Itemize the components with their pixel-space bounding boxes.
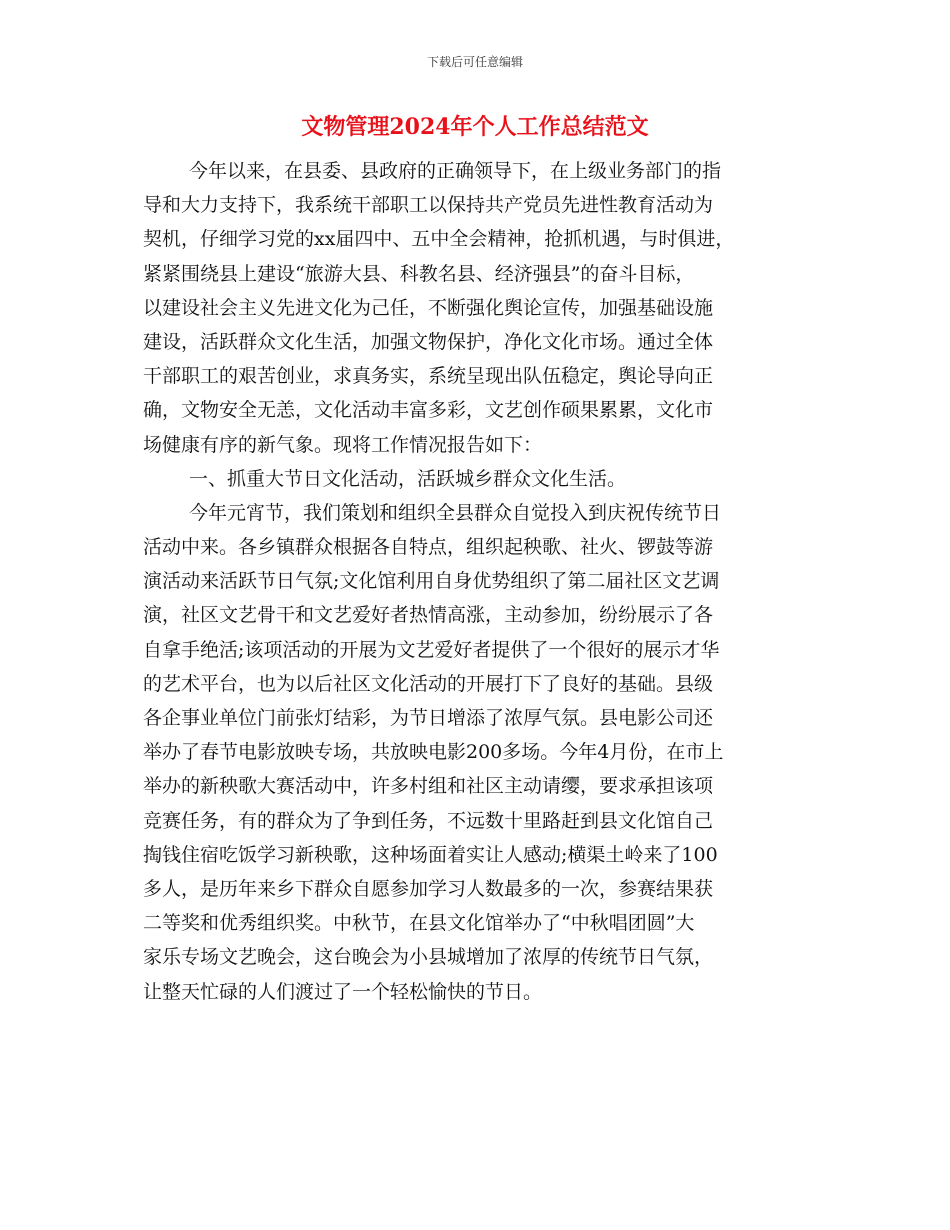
- text-line: 举办了春节电影放映专场，共放映电影200多场。今年4月份，在市上: [143, 741, 724, 764]
- text-line: 契机，仔细学习党的xx届四中、五中全会精神，抢抓机遇，与时俱进，: [143, 228, 735, 251]
- text-line: 紧紧围绕县上建设“旅游大县、科教名县、经济强县”的奋斗目标，: [143, 262, 695, 285]
- text-line: 建设，活跃群众文化生活，加强文物保护，净化文化市场。通过全体: [143, 330, 714, 353]
- text-line: 举办的新秧歌大赛活动中，许多村组和社区主动请缨，要求承担该项: [143, 775, 714, 798]
- paragraph-festival: [143, 496, 810, 1009]
- header-note: 下载后可任意编辑: [426, 55, 523, 69]
- text-line: 掏钱住宿吃饭学习新秧歌，这种场面着实让人感动;横渠土岭来了100: [143, 843, 718, 866]
- text-line: 场健康有序的新气象。现将工作情况报告如下：: [143, 433, 543, 456]
- text-line: 干部职工的艰苦创业，求真务实，系统呈现出队伍稳定，舆论导向正: [143, 365, 714, 388]
- document-title: 文物管理2024年个人工作总结范文: [301, 114, 649, 140]
- text-line: 以建设社会主义先进文化为己任，不断强化舆论宣传，加强基础设施: [143, 296, 714, 319]
- text-line: 的艺术平台，也为以后社区文化活动的开展打下了良好的基础。县级: [143, 672, 714, 695]
- document-body: [143, 154, 810, 1009]
- text-line: 演活动来活跃节日气氛;文化馆利用自身优势组织了第二届社区文艺调: [143, 570, 720, 593]
- paragraph-intro: [143, 154, 810, 462]
- section-heading: [143, 462, 810, 496]
- text-line: 各企事业单位门前张灯结彩，为节日增添了浓厚气氛。县电影公司还: [143, 707, 714, 729]
- text-line: 家乐专场文艺晚会，这台晚会为小县城增加了浓厚的传统节日气氛，: [143, 946, 714, 969]
- text-line: 演，社区文艺骨干和文艺爱好者热情高涨，主动参加，纷纷展示了各: [143, 604, 714, 627]
- text-line: 多人，是历年来乡下群众自愿参加学习人数最多的一次，参赛结果获: [143, 877, 714, 900]
- text-line: 活动中来。各乡镇群众根据各自特点，组织起秧歌、社火、锣鼓等游: [143, 536, 714, 559]
- text-line: 今年以来，在县委、县政府的正确领导下，在上级业务部门的指: [189, 160, 722, 182]
- text-line: 让整天忙碌的人们渡过了一个轻松愉快的节日。: [143, 980, 543, 1003]
- text-line: 竞赛任务，有的群众为了争到任务，不远数十里路赶到县文化馆自己: [143, 809, 714, 832]
- text-line: 二等奖和优秀组织奖。中秋节，在县文化馆举办了“中秋唱团圆”大: [143, 912, 695, 935]
- text-line: 今年元宵节，我们策划和组织全县群众自觉投入到庆祝传统节日: [189, 501, 722, 524]
- text-line: 自拿手绝活;该项活动的开展为文艺爱好者提供了一个很好的展示才华: [143, 638, 720, 661]
- text-line: 确，文物安全无恙，文化活动丰富多彩，文艺创作硕果累累，文化市: [143, 399, 714, 422]
- text-line: 导和大力支持下，我系统干部职工以保持共产党员先进性教育活动为: [143, 194, 714, 217]
- text-line: 一、抓重大节日文化活动，活跃城乡群众文化生活。: [189, 467, 627, 490]
